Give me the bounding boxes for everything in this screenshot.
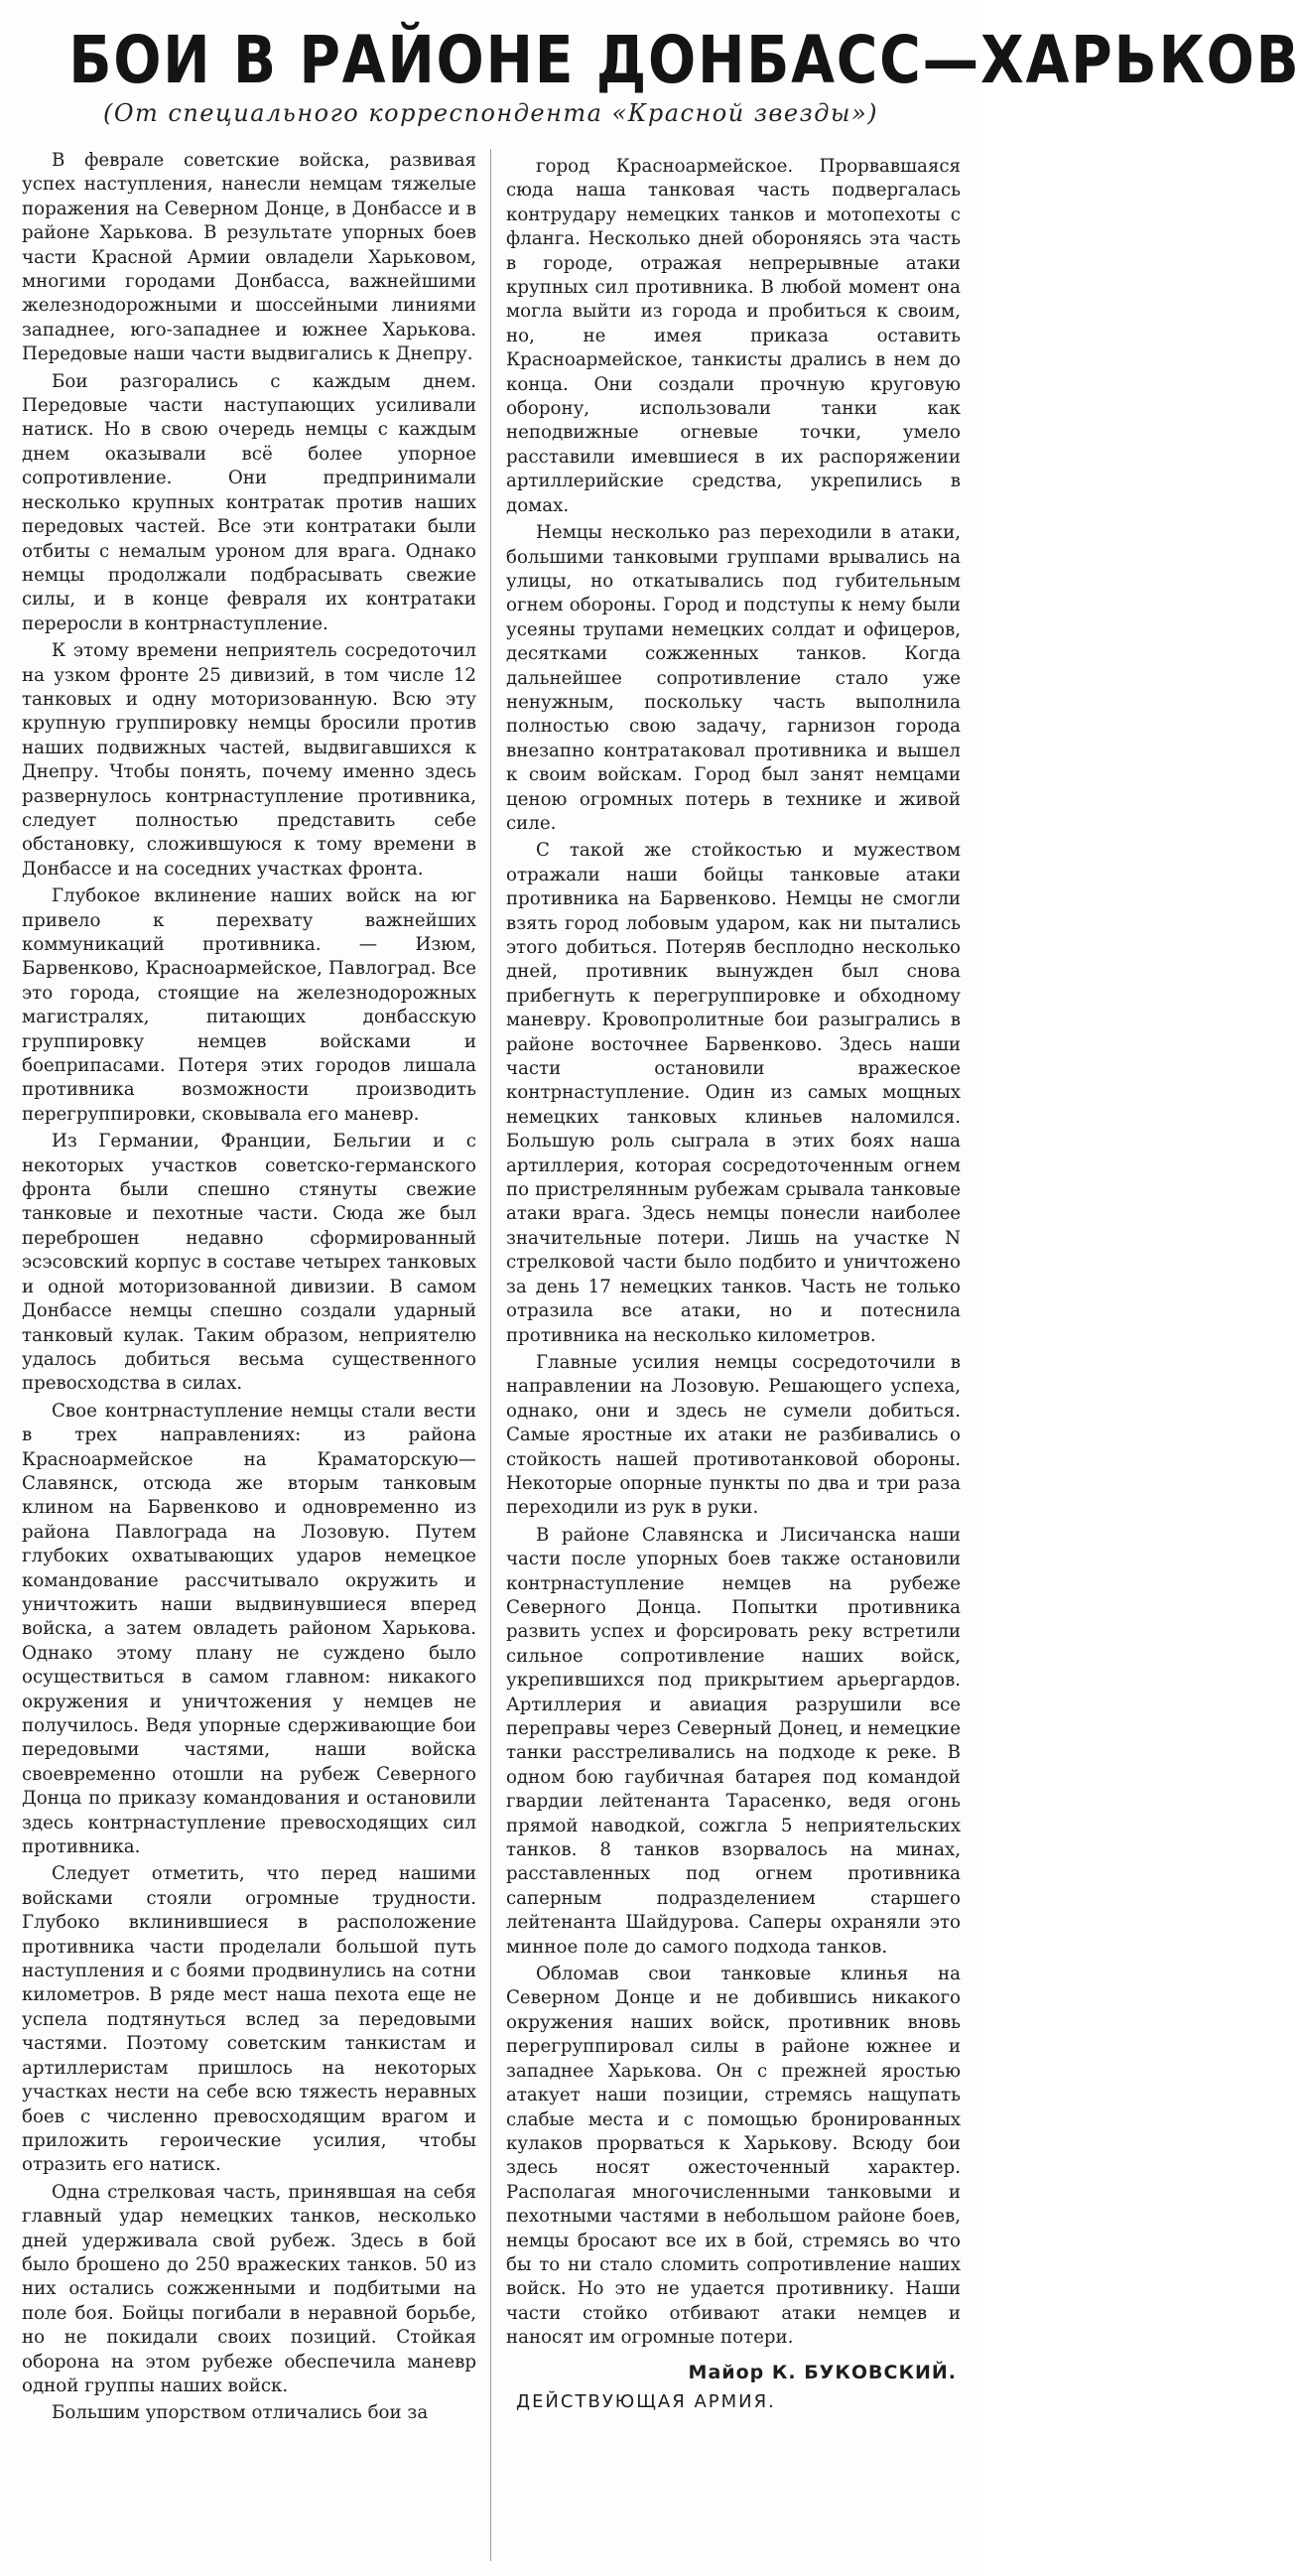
paragraph: Одна стрелковая часть, принявшая на себя главный удар немецких танков, несколько дней удерживала свой рубеж. Здесь в бой было брошено до 250 вражеских танков. 50 из них остались сожженными и подбитыми на поле боя. Бойцы погибали в неравной борьбе, но не покидали своих позиций. Стойкая оборона на этом рубеже обеспечила маневр одной группы наших войск. <box>22 2181 476 2396</box>
paragraph: Свое контрнаступление немцы стали вести в трех направлениях: из района Красноармейское на Краматорскую—Славянск, отсюда же вторым танковым клином на Барвенково и одновременно из района Павлограда на Лозовую. Путем глубоких охватывающих ударов немецкое командование рассчитывало окружить и уничтожить наши выдвинувшиеся вперед войска, а затем овладеть районом Харькова. Однако этому плану не суждено было осуществиться в самом главном: никакого окружения и уничтожения у немцев не получилось. Ведя упорные сдерживающие бои передовыми частями, наши войска своевременно отошли на рубеж Северного Донца по приказу командования и остановили здесь контрнаступление превосходящих сил противника. <box>22 1400 476 1858</box>
article-dateline: ДЕЙСТВУЮЩАЯ АРМИЯ. <box>516 2390 776 2412</box>
article-headline: БОИ В РАЙОНЕ ДОНБАСС—ХАРЬКОВ <box>68 22 1301 98</box>
paragraph: город Красноармейское. Прорвавшаяся сюда наша танковая часть подвергалась контрудару немецких танков и мотопехоты с фланга. Несколько дней обороняясь эта часть в городе, отражая непрерывные атаки крупных сил противника. В любой момент она могла выйти из города и пробиться к своим, но, не имея приказа оставить Красноармейское, танкисты дрались в нем до конца. Они создали прочную круговую оборону, использовали танки как неподвижные огневые точки, умело расставили имевшиеся в их распоряжении артиллерийские средства, укрепились в домах. <box>506 156 961 516</box>
paragraph: Главные усилия немцы сосредоточили в направлении на Лозовую. Решающего успеха, однако, они и здесь не сумели добиться. Самые яростные их атаки не разбивались о стойкость нашей противотанковой обороны. Некоторые опорные пункты по два и три раза переходили из рук в руки. <box>506 1351 961 1519</box>
paragraph: Немцы несколько раз переходили в атаки, большими танковыми группами врывались на улицы, но откатывались под губительным огнем обороны. Город и подступы к нему были усеяны трупами немецких солдат и офицеров, десятками сожженных танков. Когда дальнейшее сопротивление стало уже ненужным, поскольку часть выполнила полностью свою задачу, гарнизон города внезапно контратаковал противника и вышел к своим войскам. Город был занят немцами ценою огромных потерь в технике и живой силе. <box>506 522 961 834</box>
left-column <box>22 149 476 2429</box>
column-divider <box>490 149 491 2561</box>
paragraph: Из Германии, Франции, Бельгии и с некоторых участков советско-германского фронта были спешно стянуты свежие танковые и пехотные части. Сюда же был переброшен недавно сформированный эсэсовский корпус в составе четырех танковых и одной моторизованной дивизии. В самом Донбассе немцы спешно создали ударный танковый кулак. Таким образом, неприятелю удалось добиться весьма существенного превосходства в силах. <box>22 1131 476 1395</box>
author-signature: Майор К. БУКОВСКИЙ. <box>688 2361 957 2383</box>
paragraph: К этому времени неприятель сосредоточил на узком фронте 25 дивизий, в том числе 12 танковых и одну моторизованную. Всю эту крупную группировку немцы бросили против наших подвижных частей, выдвигавшихся к Днепру. Чтобы понять, почему именно здесь развернулось контрнаступление противника, следует полностью представить себе обстановку, сложившуюся к тому времени в Донбассе и на соседних участках фронта. <box>22 640 476 880</box>
paragraph: В феврале советские войска, развивая успех наступления, нанесли немцам тяжелые поражения на Северном Донце, в Донбассе и в районе Харькова. В результате упорных боев части Красной Армии овладели Харьковом, многими городами Донбасса, важнейшими железнодорожными и шоссейными линиями западнее, юго-западнее и южнее Харькова. Передовые наши части выдвигались к Днепру. <box>22 150 476 365</box>
paragraph: Большим упорством отличались бои за <box>52 2402 429 2424</box>
paragraph: В районе Славянска и Лисичанска наши части после упорных боев также остановили контрнаступление немцев на рубеже Северного Донца. Попытки противника развить успех и форсировать реку встретили сильное сопротивление наших войск, укрепившихся под прикрытием арьергардов. Артиллерия и авиация разрушили все переправы через Северный Донец, и немецкие танки расстреливались на подходе к реке. В одном бою гаубичная батарея под командой гвардии лейтенанта Тарасенко, ведя огонь прямой наводкой, сожгла 5 неприятельских танков. 8 танков взорвалось на минах, расставленных под огнем противника саперным подразделением старшего лейтенанта Шайдурова. Саперы охраняли это минное поле до самого подхода танков. <box>506 1524 961 1958</box>
paragraph: Бои разгорались с каждым днем. Передовые части наступающих усиливали натиск. Но в свою очередь немцы с каждым днем оказывали всё более упорное сопротивление. Они предпринимали несколько крупных контратак против наших передовых частей. Все эти контратаки были отбиты с немалым уроном для врага. Однако немцы продолжали подбрасывать свежие силы, и в конце февраля их контратаки переросли в контрнаступление. <box>22 370 476 634</box>
paragraph: С такой же стойкостью и мужеством отражали наши бойцы танковые атаки противника на Барвенково. Немцы не смогли взять город лобовым ударом, как ни пытались этого добиться. Потеряв бесплодно несколько дней, противник вынужден был снова прибегнуть к перегруппировке и обходному маневру. Кровопролитные бои разыгрались в районе восточнее Барвенково. Здесь наши части остановили вражеское контрнаступление. Один из самых мощных немецких танковых клиньев наломился. Большую роль сыграла в этих боях наша артиллерия, которая сосредоточенным огнем по пристрелянным рубежам срывала танковые атаки врага. Здесь немцы понесли наиболее значительные потери. Лишь на участке N стрелковой части было подбито и уничтожено за день 17 немецких танков. Часть не только отразила все атаки, но и потеснила противника на несколько километров. <box>506 840 961 1346</box>
paragraph: Глубокое вклинение наших войск на юг привело к перехвату важнейших коммуникаций противника. — Изюм, Барвенково, Красноармейское, Павлоград. Все это города, стоящие на железнодорожных магистралях, питающих донбасскую группировку немцев войсками и боеприпасами. Потеря этих городов лишала противника возможности производить перегруппировки, сковывала его маневр. <box>22 885 476 1125</box>
paragraph: Обломав свои танковые клинья на Северном Донце и не добившись никакого окружения наших войск, противник вновь перегруппировал силы в районе южнее и западнее Харькова. Он с прежней яростью атакует наши позиции, стремясь нащупать слабые места и с помощью бронированных кулаков прорваться к Харькову. Всюду бои здесь носят ожесточенный характер. Располагая многочисленными танковыми и пехотными частями в небольшом районе боев, немцы бросают все их в бой, стремясь во что бы то ни стало сломить сопротивление наших войск. Но это не удается противнику. Наши части стойко отбивают атаки немцев и наносят им огромные потери. <box>506 1964 961 2349</box>
paragraph: Следует отметить, что перед нашими войсками стояли огромные трудности. Глубоко вклинившиеся в расположение противника части проделали большой путь наступления и с боями продвинулись на сотни километров. В ряде мест наша пехота еще не успела подтянуться вслед за передовыми частями. Поэтому советским танкистам и артиллеристам пришлось на некоторых участках нести на себе всю тяжесть неравных боев с численно превосходящим врагом и приложить героические усилия, чтобы отразить его натиск. <box>22 1863 476 2176</box>
right-column <box>506 155 961 2414</box>
article-subheadline: (От специального корреспондента «Красной звезды») <box>102 99 878 127</box>
